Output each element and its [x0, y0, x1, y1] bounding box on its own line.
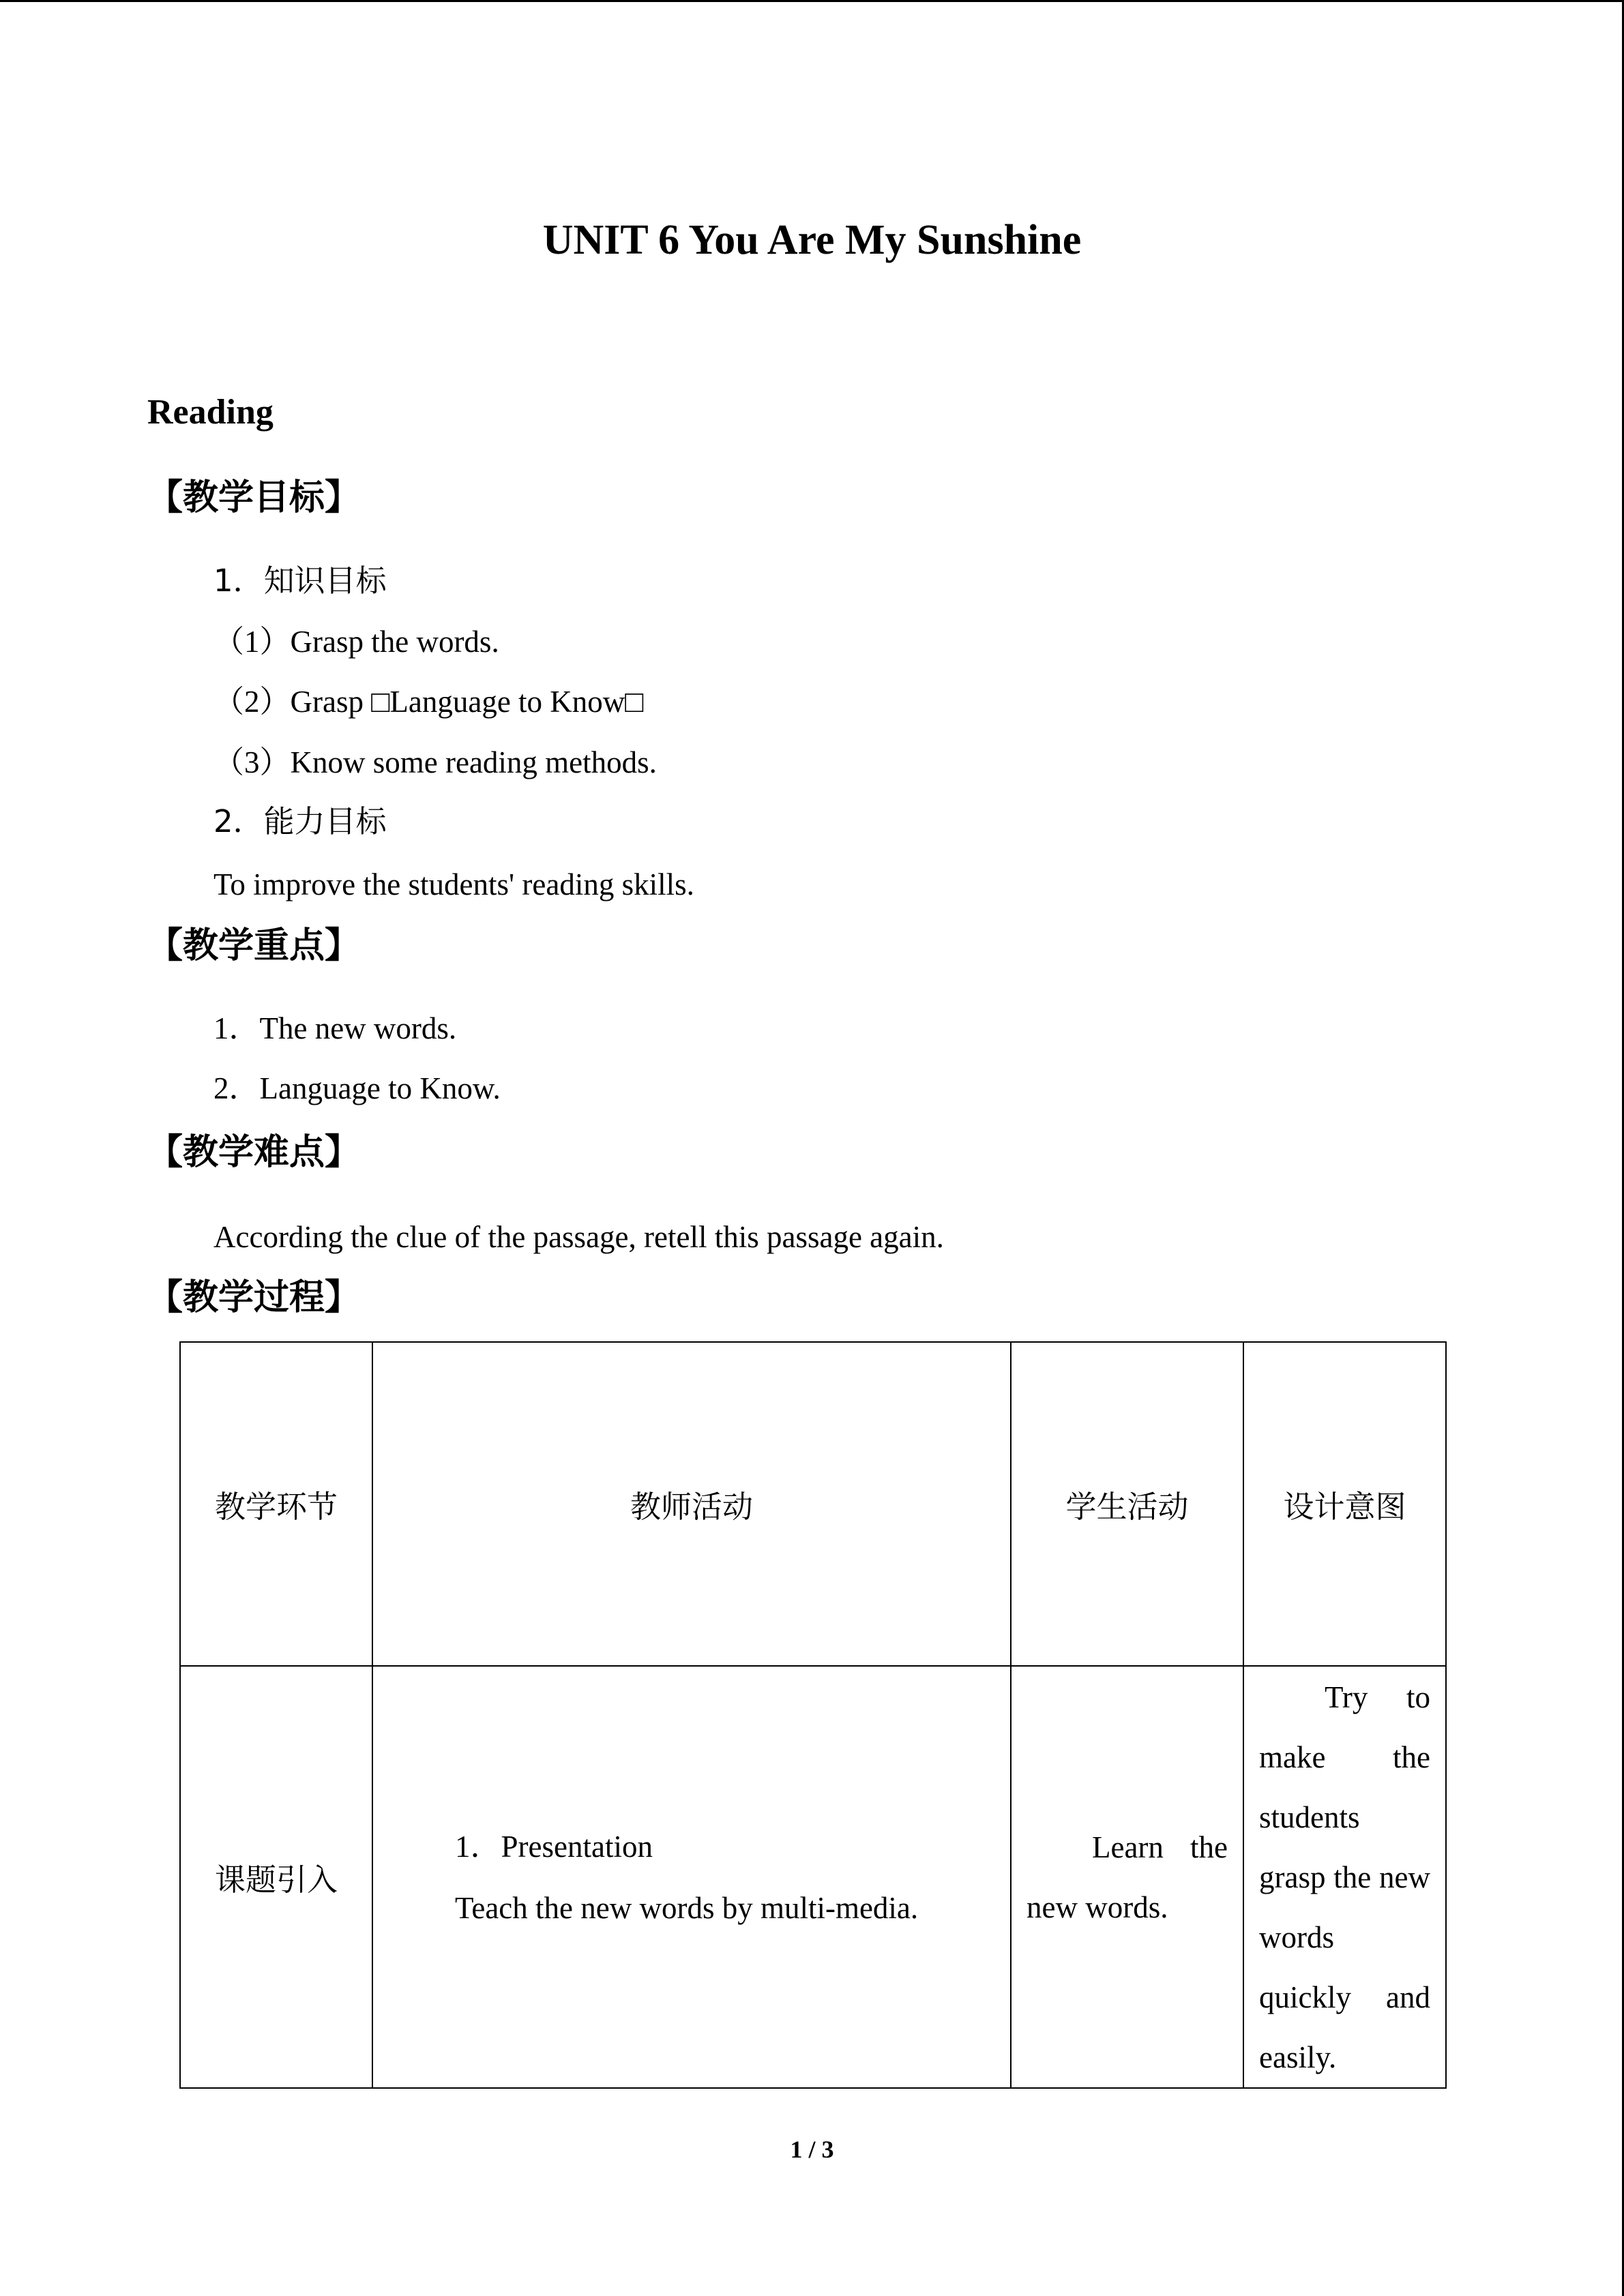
objective-item-2: （2）Grasp □Language to Know□: [213, 685, 644, 719]
row-teacher-activity: [372, 1666, 1011, 2088]
key-points-heading: 【教学重点】: [147, 925, 361, 966]
key-point-1: 1．The new words.: [213, 1011, 457, 1045]
table-row: [180, 1666, 1446, 2088]
row-design-intent: [1243, 1666, 1446, 2088]
teacher-activity-line-1: 1．Presentation: [455, 1829, 653, 1864]
ability-objective-heading: 2．能力目标: [213, 803, 387, 839]
section-subtitle: Reading: [147, 393, 274, 432]
row-stage: 课题引入: [180, 1666, 372, 2088]
teaching-process-table: [179, 1341, 1447, 2089]
process-heading: 【教学过程】: [147, 1277, 361, 1318]
student-activity-text: Learn the new words.: [1027, 1830, 1228, 1924]
page-border-top: [0, 0, 1624, 2]
objectives-heading: 【教学目标】: [147, 477, 361, 518]
knowledge-objective-heading: 1．知识目标: [213, 563, 387, 599]
objective-item-1: （1）Grasp the words.: [213, 625, 499, 659]
difficulties-text: According the clue of the passage, retell this passage again.: [213, 1220, 944, 1254]
design-intent-text: Try to make the students grasp the new words quickly and easily.: [1259, 1680, 1430, 2074]
difficulties-heading: 【教学难点】: [147, 1132, 361, 1173]
header-design-intent: 设计意图: [1243, 1342, 1446, 1666]
page-number: 1 / 3: [790, 2136, 834, 2163]
teacher-activity-line-2: Teach the new words by multi-media.: [455, 1890, 919, 1925]
header-stage: 教学环节: [180, 1342, 372, 1666]
table-header-row: [180, 1342, 1446, 1666]
key-point-2: 2．Language to Know.: [213, 1071, 501, 1105]
document-title: UNIT 6 You Are My Sunshine: [542, 217, 1082, 263]
header-student-activity: 学生活动: [1011, 1342, 1243, 1666]
objective-item-3: （3）Know some reading methods.: [213, 745, 657, 779]
header-teacher-activity: 教师活动: [372, 1342, 1011, 1666]
ability-objective-text: To improve the students' reading skills.: [213, 867, 694, 901]
row-student-activity: [1011, 1666, 1243, 2088]
